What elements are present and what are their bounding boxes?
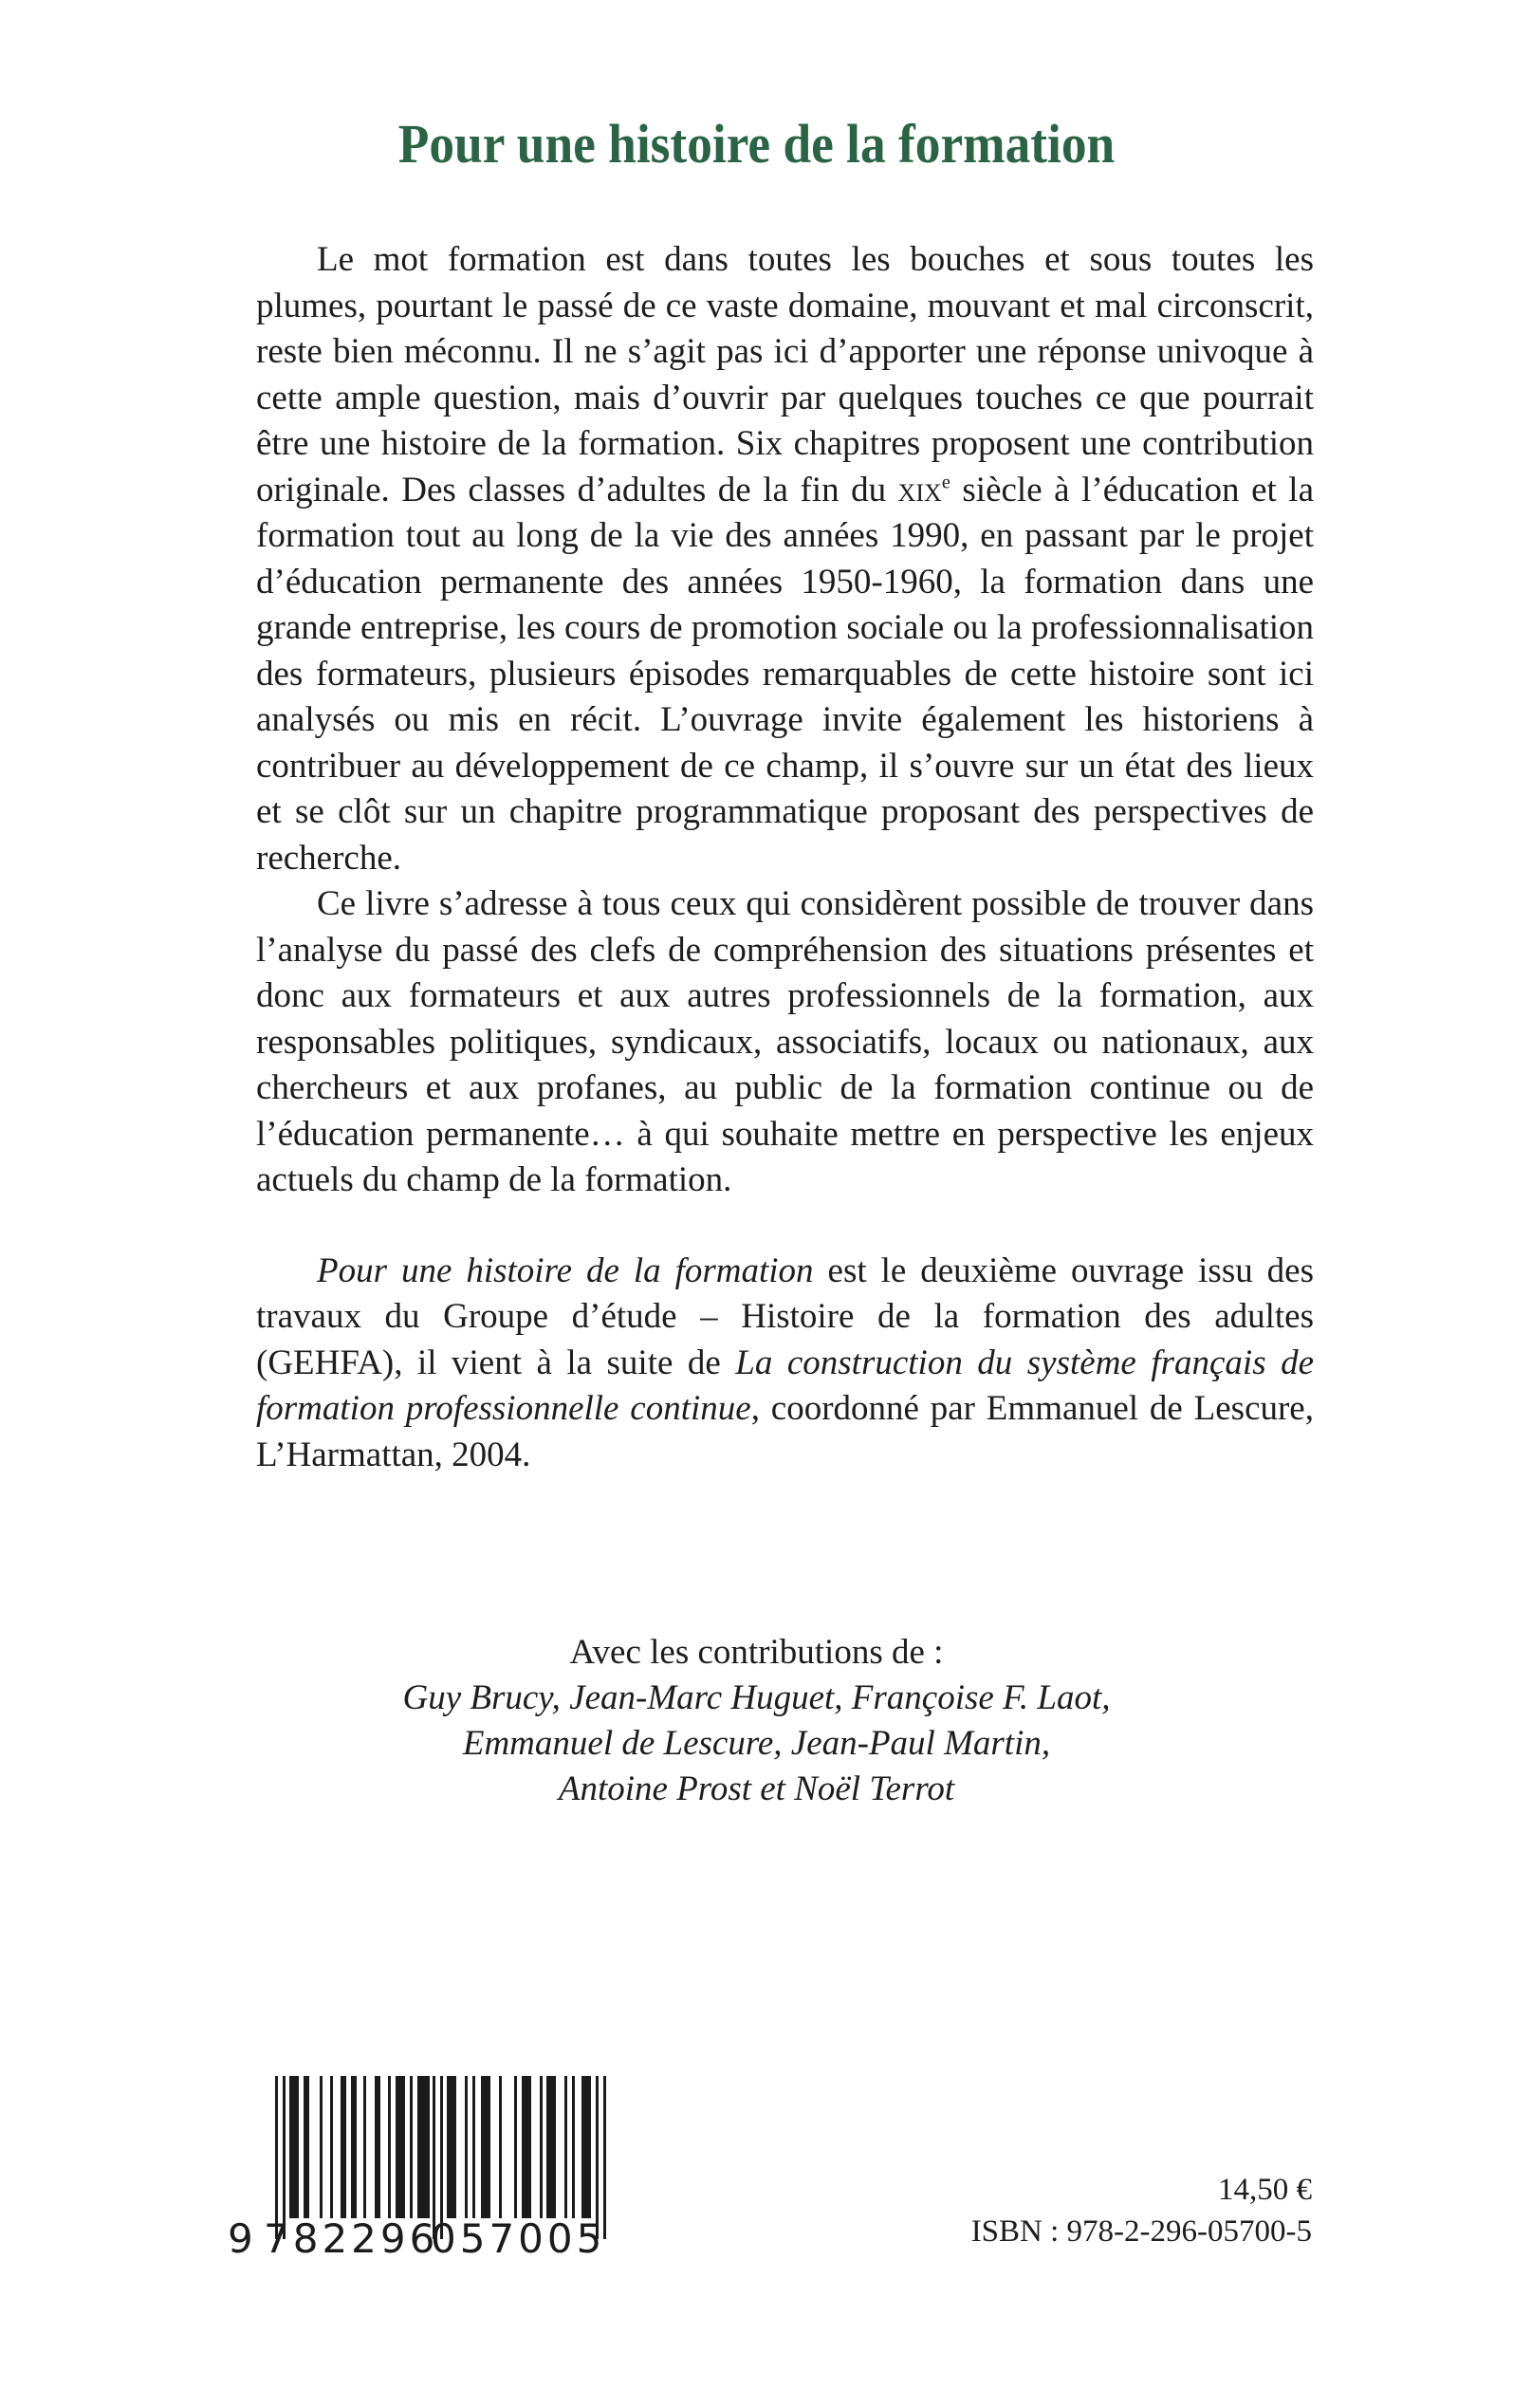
isbn: ISBN : 978-2-296-05700-5 — [970, 2214, 1312, 2249]
paragraph-series-context — [256, 1249, 1314, 1479]
century-superscript: e — [941, 472, 950, 493]
century-numeral: xix — [897, 470, 942, 509]
summary-text-part-2: siècle à l’éducation et la formation tout au long de la vie des années 1990, en passant par le projet d’éducation permanente des années 1950-1960, la formation dans une grande entreprise, les cours de promotion sociale ou la professionnalisation des formateurs, plusieurs épisodes remarquables de cette histoire sont ici analysés ou mis en récit. L’ouvrage invite également les historiens à contribuer au développement de ce champ, il s’ouvre sur un état des lieux et se clôt sur un chapitre programmatique proposant des perspectives de recherche. — [256, 470, 1314, 878]
contributors-line: Antoine Prost et Noël Terrot — [558, 1769, 955, 1808]
book-title-italic: Pour une histoire de la formation — [317, 1250, 814, 1290]
barcode-right-group: 057005 — [431, 2215, 606, 2262]
barcode-left-group: 782296 — [264, 2215, 439, 2262]
barcode-first-digit: 9 — [228, 2215, 253, 2262]
paragraph-audience: Ce livre s’adresse à tous ceux qui considèrent possible de trouver dans l’analyse du passé des clefs de compréhension des situations présentes et donc aux formateurs et aux autres professionnels de la formation, aux responsables politiques, syndicaux, associatifs, locaux ou nationaux, aux chercheurs et aux profanes, au public de la formation continue ou de l’éducation permanente… à qui souhaite mettre en perspective les enjeux actuels du champ de la formation. — [256, 884, 1314, 1199]
contributors-line: Guy Brucy, Jean-Marc Huguet, Françoise F. Laot, — [402, 1678, 1111, 1717]
back-cover-blurb — [256, 237, 1314, 1478]
referenced-work-title: La construction du système français de formation professionnelle continue — [256, 1343, 1314, 1428]
contributors-block — [0, 1630, 1513, 1812]
book-title: Pour une histoire de la formation — [397, 113, 1116, 175]
contributors-intro: Avec les contributions de : — [569, 1633, 944, 1672]
series-text-part-1: est le deuxième ouvrage issu des travaux du Groupe d’étude – Histoire de la formation des adultes (GEHFA), il vient à la suite de — [256, 1250, 1314, 1382]
price: 14,50 € — [1218, 2173, 1312, 2207]
paragraph-summary — [256, 237, 1314, 881]
series-text-part-2: , coordonné par Emmanuel de Lescure, L’Harmattan, 2004. — [256, 1389, 1314, 1474]
summary-text-part-1: Le mot formation est dans toutes les bouches et sous toutes les plumes, pourtant le passé de ce vaste domaine, mouvant et mal circonscrit, reste bien méconnu. Il ne s’agit pas ici d’apporter une réponse univoque à cette ample question, mais d’ouvrir par quelques touches ce que pourrait être une histoire de la formation. Six chapitres proposent une contribution originale. Des classes d’adultes de la fin du — [256, 240, 1314, 509]
barcode-digits — [228, 2216, 607, 2262]
contributors-line: Emmanuel de Lescure, Jean-Paul Martin, — [462, 1724, 1051, 1763]
